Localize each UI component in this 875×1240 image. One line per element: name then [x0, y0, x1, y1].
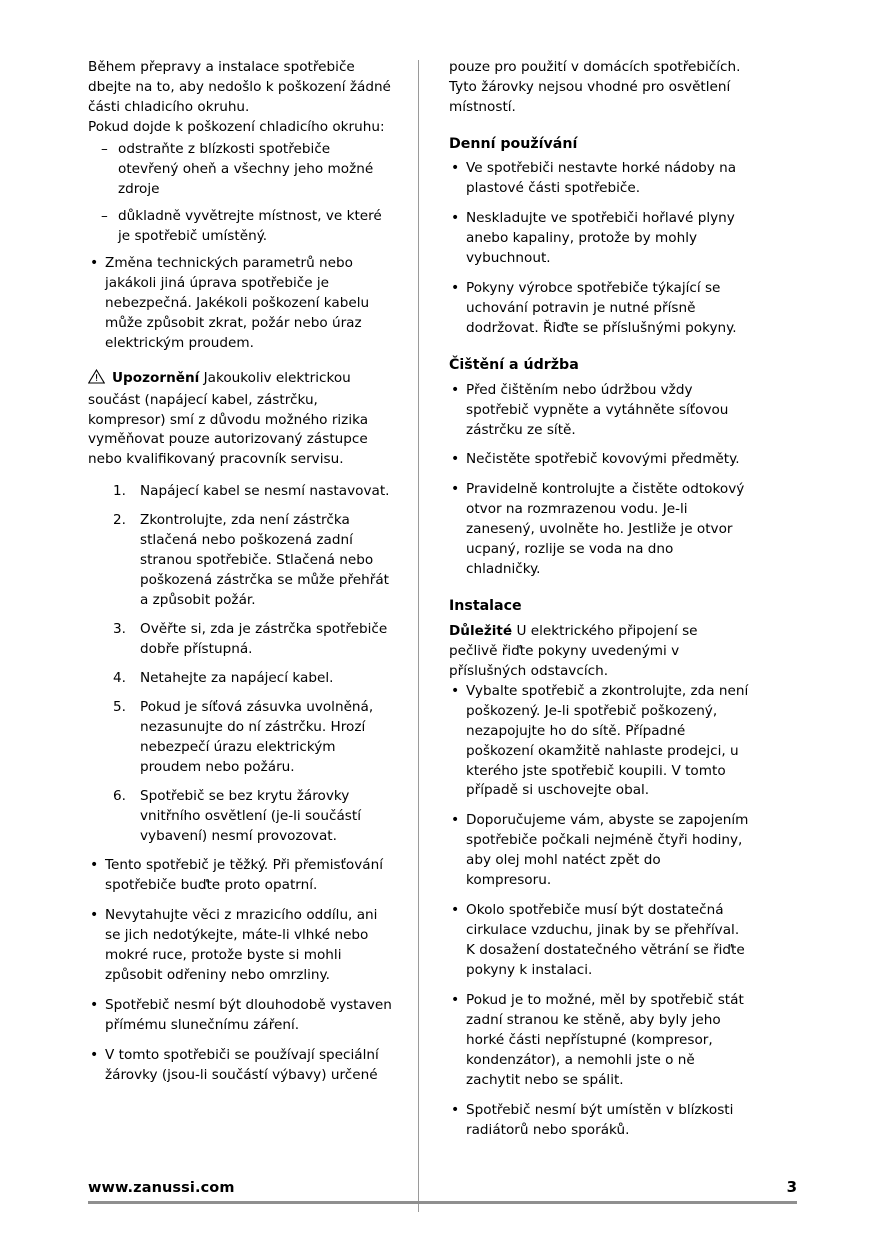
page-number: 3	[786, 1178, 797, 1196]
two-column-body	[88, 58, 797, 1178]
list-item: Netahejte za napájecí kabel.	[140, 670, 334, 687]
dash-item: – důkladně vyvětrejte místnost, ve které je spotřebič umístěný.	[88, 207, 394, 247]
cleaning-bullet-list	[449, 381, 749, 581]
daily-use-bullet-list	[449, 159, 749, 339]
warning-text: Jakoukoliv elektrickou součást (napájecí kabel, zástrčku, kompresor) smí z důvodu možného rizika vyměňovat pouze autorizovaný zástupce nebo kvalifikovaný pracovník servisu.	[88, 369, 369, 468]
bullet-list-after-dashes	[88, 254, 394, 354]
important-text: U elektrického připojení se pečlivě řiďte pokyny uvedenými v příslušných odstavcích.	[449, 622, 698, 679]
list-item: • Nečistěte spotřebič kovovými předměty.	[449, 450, 749, 470]
list-item: • Spotřebič nesmí být umístěn v blízkosti radiátorů nebo sporáků.	[449, 1101, 749, 1141]
footer-content	[88, 1178, 797, 1196]
list-item: • Okolo spotřebiče musí být dostatečná cirkulace vzduchu, jinak by se přehříval. K dosažení dostatečného větrání se řiďte pokyny k instalaci.	[449, 901, 749, 981]
warning-note	[88, 369, 394, 471]
list-item: • Nevytahujte věci z mrazicího oddílu, ani se jich nedotýkejte, máte-li vlhké nebo mokré ruce, protože byste si mohli způsobit odřeniny nebo omrzliny.	[88, 906, 394, 986]
installation-bullet-list	[449, 682, 749, 1141]
dash-item: – odstraňte z blízkosti spotřebiče otevřený oheň a všechny jeho možné zdroje	[88, 140, 394, 200]
list-item: Spotřebič se bez krytu žárovky vnitřního osvětlení (je-li součástí vybavení) nesmí provozovat.	[140, 788, 361, 844]
right-column	[419, 58, 749, 1178]
intro-paragraph-1: Během přepravy a instalace spotřebiče dbejte na to, aby nedošlo k poškození žádné části chladicího okruhu.	[88, 59, 391, 115]
list-item: • Vybalte spotřebič a zkontrolujte, zda není poškozený. Je-li spotřebič poškozený, nezapojujte ho do sítě. Případné poškození okamžitě nahlaste prodejci, u kterého jste spotřebič koupili. V tomto případě si uschovejte obal.	[449, 682, 749, 802]
list-item: • Ve spotřebiči nestavte horké nádoby na plastové části spotřebiče.	[449, 159, 749, 199]
list-item: Ověřte si, zda je zástrčka spotřebiče dobře přístupná.	[140, 621, 388, 658]
warning-label: Upozornění	[112, 369, 200, 386]
continued-paragraph: pouze pro použití v domácích spotřebičích. Tyto žárovky nejsou vhodné pro osvětlení místností.	[449, 59, 741, 115]
list-item: • Pravidelně kontrolujte a čistěte odtokový otvor na rozmrazenou vodu. Je-li zanesený, uvolněte ho. Jestliže je otvor ucpaný, rozlije se voda na dno chladničky.	[449, 480, 749, 580]
list-item: • V tomto spotřebiči se používají speciální žárovky (jsou-li součástí výbavy) určené	[88, 1046, 394, 1086]
list-item: • Doporučujeme vám, abyste se zapojením spotřebiče počkali nejméně čtyři hodiny, aby olej mohl natéct zpět do kompresoru.	[449, 811, 749, 891]
list-item: Napájecí kabel se nesmí nastavovat.	[140, 483, 390, 500]
list-item: Pokud je síťová zásuvka uvolněná, nezasunujte do ní zástrčku. Hrozí nebezpečí úrazu elektrickým proudem nebo požáru.	[140, 699, 374, 776]
list-item: • Neskladujte ve spotřebiči hořlavé plyny anebo kapaliny, protože by mohly vybuchnout.	[449, 209, 749, 269]
warning-triangle-icon	[88, 369, 105, 391]
intro-paragraph-2: Pokud dojde k poškození chladicího okruhu:	[88, 118, 385, 135]
important-note	[449, 622, 749, 682]
footer-divider	[88, 1201, 797, 1204]
footer-website-url[interactable]: www.zanussi.com	[88, 1180, 235, 1196]
important-label: Důležité	[449, 622, 513, 639]
list-item: • Spotřebič nesmí být dlouhodobě vystaven přímému slunečnímu záření.	[88, 996, 394, 1036]
list-item: • Tento spotřebič je těžký. Při přemisťování spotřebiče buďte proto opatrní.	[88, 856, 394, 896]
list-item: • Před čištěním nebo údržbou vždy spotřebič vypněte a vytáhněte síťovou zástrčku ze sítě.	[449, 381, 749, 441]
final-bullet-list	[88, 856, 394, 1086]
section-heading-installation: Instalace	[449, 598, 522, 615]
list-item: • Změna technických parametrů nebo jakákoli jiná úprava spotřebiče je nebezpečná. Jakékoli poškození kabelu může způsobit zkrat, požár nebo úraz elektrickým proudem.	[88, 254, 394, 354]
section-heading-daily-use: Denní používání	[449, 135, 578, 152]
section-heading-cleaning: Čištění a údržba	[449, 357, 579, 374]
dash-list	[88, 140, 394, 247]
page-footer	[88, 1178, 797, 1204]
list-item: • Pokyny výrobce spotřebiče týkající se uchování potravin je nutné přísně dodržovat. Řiďte se příslušnými pokyny.	[449, 279, 749, 339]
left-column	[88, 58, 418, 1178]
list-item: • Pokud je to možné, měl by spotřebič stát zadní stranou ke stěně, aby byly jeho horké části nepřístupné (kompresor, kondenzátor), a nemohli jste o ně zachytit nebo se spálit.	[449, 991, 749, 1091]
numbered-list	[88, 482, 394, 847]
list-item: Zkontrolujte, zda není zástrčka stlačená nebo poškozená zadní stranou spotřebiče. Stlačená nebo poškozená zástrčka se může přehřát a způsobit požár.	[140, 512, 390, 609]
